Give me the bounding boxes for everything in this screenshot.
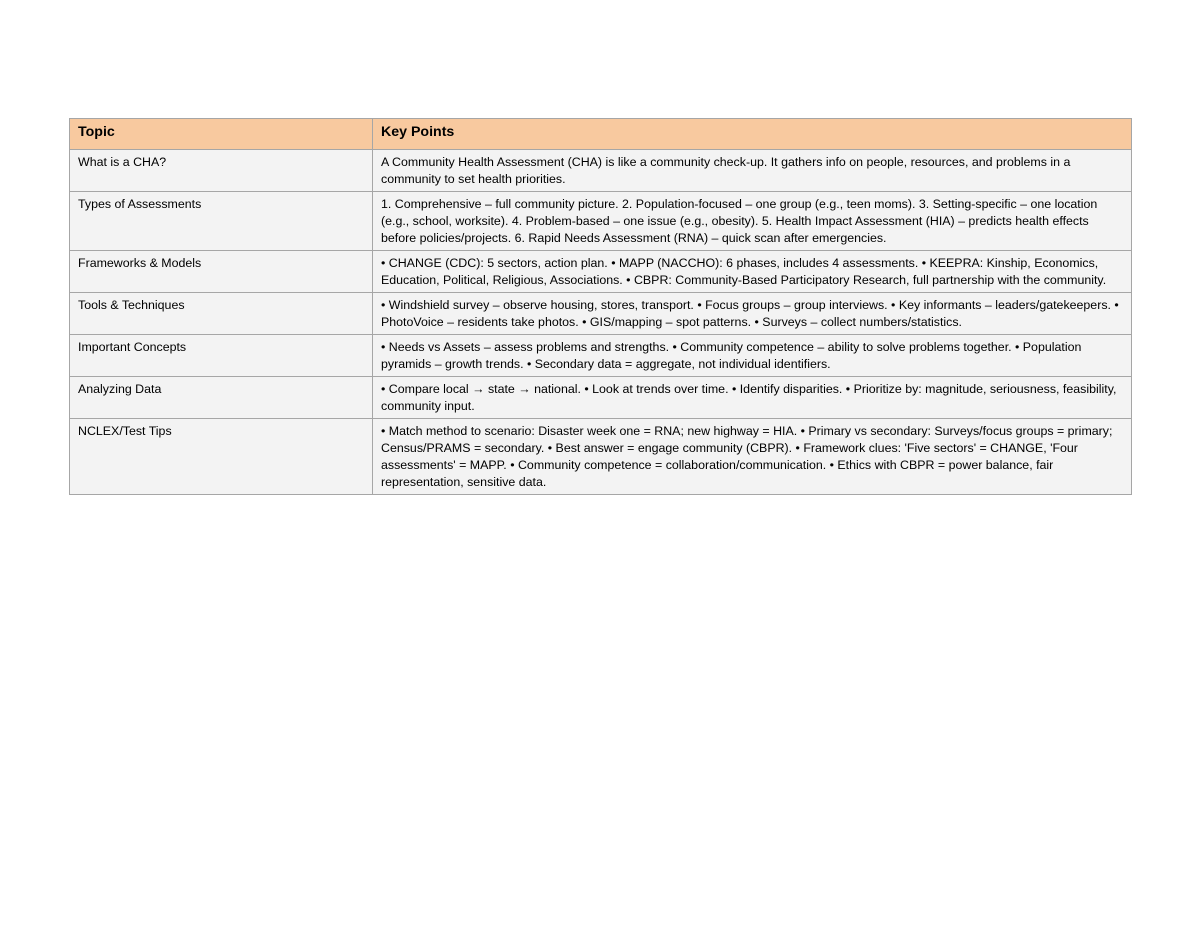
table-row bbox=[70, 335, 1132, 377]
topic-cell: Types of Assessments bbox=[70, 192, 373, 251]
key-points-cell: • Match method to scenario: Disaster week one = RNA; new highway = HIA. • Primary vs secondary: Surveys/focus groups = primary; Census/PRAMS = secondary. • Best answer = engage community (CBPR). • Framework clues: 'Five sectors' = CHANGE, 'Four assessments' = MAPP. • Community competence = collaboration/communication. • Ethics with CBPR = power balance, fair representation, sensitive data. bbox=[373, 419, 1132, 495]
header-topic: Topic bbox=[70, 119, 373, 150]
topic-cell: NCLEX/Test Tips bbox=[70, 419, 373, 495]
table-header bbox=[70, 119, 1132, 150]
study-guide-table bbox=[69, 118, 1132, 495]
table-row bbox=[70, 192, 1132, 251]
topic-cell: What is a CHA? bbox=[70, 150, 373, 192]
header-row bbox=[70, 119, 1132, 150]
table-row bbox=[70, 150, 1132, 192]
key-points-cell: • CHANGE (CDC): 5 sectors, action plan. • MAPP (NACCHO): 6 phases, includes 4 assessments. • KEEPRA: Kinship, Economics, Education, Political, Religious, Associations. • CBPR: Community-Based Participatory Research, full partnership with the community. bbox=[373, 251, 1132, 293]
key-points-cell: • Windshield survey – observe housing, stores, transport. • Focus groups – group interviews. • Key informants – leaders/gatekeepers. • PhotoVoice – residents take photos. • GIS/mapping – spot patterns. • Surveys – collect numbers/statistics. bbox=[373, 293, 1132, 335]
topic-cell: Analyzing Data bbox=[70, 377, 373, 419]
table-body bbox=[70, 150, 1132, 495]
key-points-cell: • Needs vs Assets – assess problems and strengths. • Community competence – ability to solve problems together. • Population pyramids – growth trends. • Secondary data = aggregate, not individual identifiers. bbox=[373, 335, 1132, 377]
table-row bbox=[70, 293, 1132, 335]
topic-cell: Frameworks & Models bbox=[70, 251, 373, 293]
table-row bbox=[70, 419, 1132, 495]
key-points-cell: • Compare local → state → national. • Look at trends over time. • Identify disparities. • Prioritize by: magnitude, seriousness, feasibility, community input. bbox=[373, 377, 1132, 419]
table-row bbox=[70, 377, 1132, 419]
topic-cell: Important Concepts bbox=[70, 335, 373, 377]
topic-cell: Tools & Techniques bbox=[70, 293, 373, 335]
table-row bbox=[70, 251, 1132, 293]
key-points-cell: 1. Comprehensive – full community picture. 2. Population-focused – one group (e.g., teen moms). 3. Setting-specific – one location (e.g., school, worksite). 4. Problem-based – one issue (e.g., obesity). 5. Health Impact Assessment (HIA) – predicts health effects before policies/projects. 6. Rapid Needs Assessment (RNA) – quick scan after emergencies. bbox=[373, 192, 1132, 251]
key-points-cell: A Community Health Assessment (CHA) is like a community check-up. It gathers info on people, resources, and problems in a community to set health priorities. bbox=[373, 150, 1132, 192]
header-key-points: Key Points bbox=[373, 119, 1132, 150]
